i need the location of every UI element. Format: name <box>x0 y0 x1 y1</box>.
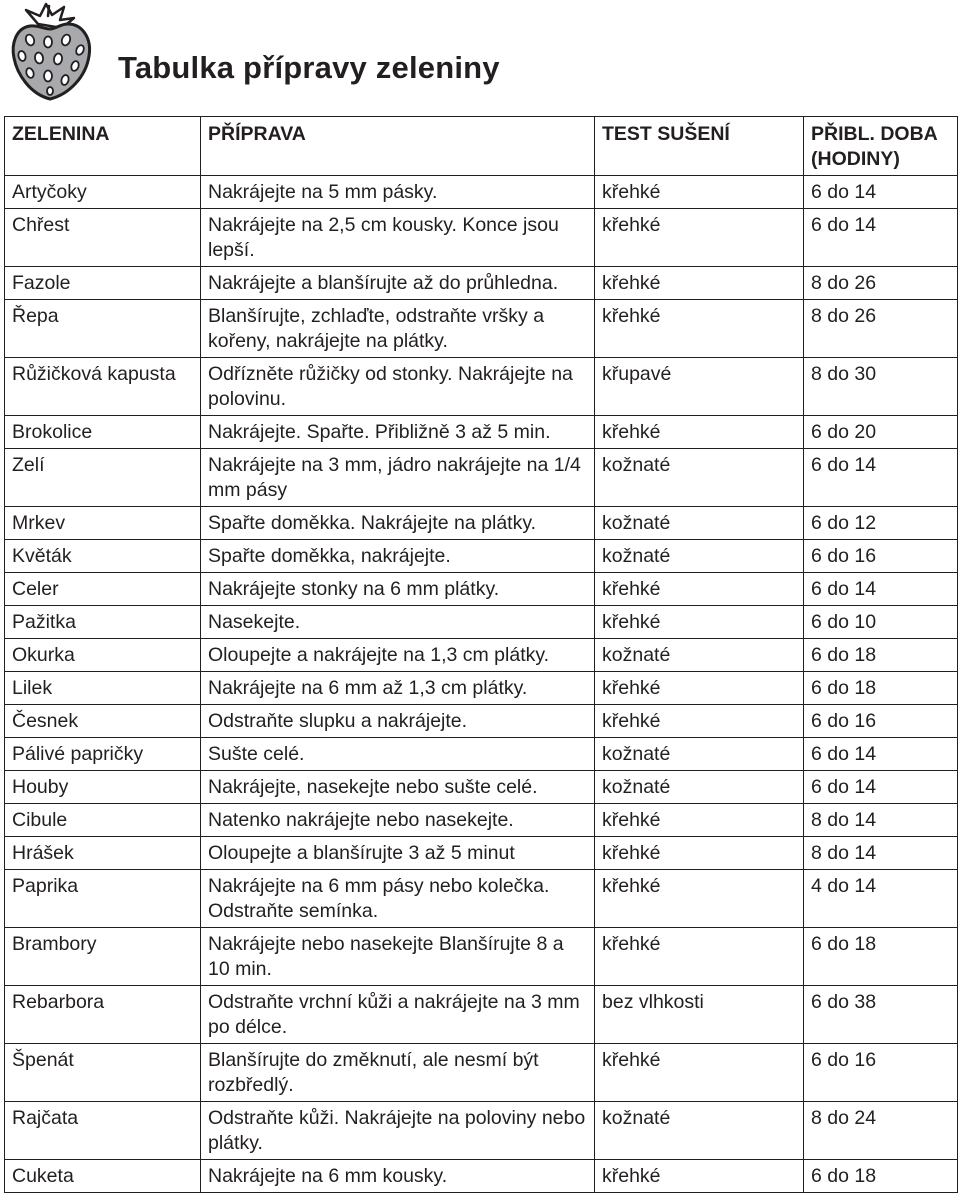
cell-approx-time: 6 do 14 <box>804 573 958 606</box>
cell-drying-test: křupavé <box>595 358 804 416</box>
cell-vegetable: Rebarbora <box>5 986 201 1044</box>
cell-approx-time: 6 do 16 <box>804 705 958 738</box>
cell-approx-time: 6 do 18 <box>804 928 958 986</box>
cell-approx-time: 6 do 14 <box>804 176 958 209</box>
cell-preparation: Sušte celé. <box>201 738 595 771</box>
table-row <box>5 416 958 449</box>
cell-vegetable: Cibule <box>5 804 201 837</box>
cell-approx-time: 6 do 14 <box>804 209 958 267</box>
cell-preparation: Nakrájejte na 2,5 cm kousky. Konce jsou lepší. <box>201 209 595 267</box>
table-row <box>5 507 958 540</box>
cell-approx-time: 6 do 18 <box>804 672 958 705</box>
cell-approx-time: 8 do 14 <box>804 804 958 837</box>
cell-preparation: Oloupejte a blanšírujte 3 až 5 minut <box>201 837 595 870</box>
cell-vegetable: Pálivé papričky <box>5 738 201 771</box>
cell-preparation: Nakrájejte, nasekejte nebo sušte celé. <box>201 771 595 804</box>
cell-approx-time: 6 do 14 <box>804 771 958 804</box>
cell-preparation: Spařte doměkka. Nakrájejte na plátky. <box>201 507 595 540</box>
table-row <box>5 928 958 986</box>
table-row <box>5 540 958 573</box>
cell-vegetable: Zelí <box>5 449 201 507</box>
cell-drying-test: kožnaté <box>595 507 804 540</box>
cell-preparation: Odstraňte vrchní kůži a nakrájejte na 3 mm po délce. <box>201 986 595 1044</box>
cell-approx-time: 8 do 26 <box>804 300 958 358</box>
table-row <box>5 209 958 267</box>
cell-vegetable: Růžičková kapusta <box>5 358 201 416</box>
cell-drying-test: křehké <box>595 804 804 837</box>
table-row <box>5 176 958 209</box>
table-row <box>5 870 958 928</box>
table-row <box>5 986 958 1044</box>
cell-vegetable: Lilek <box>5 672 201 705</box>
table-row <box>5 1102 958 1160</box>
cell-drying-test: křehké <box>595 672 804 705</box>
table-body <box>5 176 958 1193</box>
cell-drying-test: křehké <box>595 870 804 928</box>
cell-drying-test: křehké <box>595 209 804 267</box>
cell-preparation: Blanšírujte, zchlaďte, odstraňte vršky a kořeny, nakrájejte na plátky. <box>201 300 595 358</box>
cell-vegetable: Artyčoky <box>5 176 201 209</box>
cell-drying-test: křehké <box>595 1160 804 1193</box>
table-row <box>5 449 958 507</box>
cell-vegetable: Květák <box>5 540 201 573</box>
table-row <box>5 804 958 837</box>
table-row <box>5 672 958 705</box>
cell-vegetable: Rajčata <box>5 1102 201 1160</box>
cell-vegetable: Špenát <box>5 1044 201 1102</box>
cell-drying-test: kožnaté <box>595 639 804 672</box>
header-drying-test: TEST SUŠENÍ <box>595 117 804 176</box>
strawberry-icon <box>8 2 94 102</box>
cell-vegetable: Chřest <box>5 209 201 267</box>
cell-vegetable: Okurka <box>5 639 201 672</box>
cell-drying-test: křehké <box>595 176 804 209</box>
cell-preparation: Odřízněte růžičky od stonky. Nakrájejte na polovinu. <box>201 358 595 416</box>
table-row <box>5 639 958 672</box>
cell-vegetable: Paprika <box>5 870 201 928</box>
cell-preparation: Nakrájejte na 6 mm kousky. <box>201 1160 595 1193</box>
cell-drying-test: křehké <box>595 837 804 870</box>
cell-approx-time: 8 do 24 <box>804 1102 958 1160</box>
cell-preparation: Odstraňte slupku a nakrájejte. <box>201 705 595 738</box>
cell-preparation: Nakrájejte nebo nasekejte Blanšírujte 8 a 10 min. <box>201 928 595 986</box>
cell-preparation: Nakrájejte na 6 mm až 1,3 cm plátky. <box>201 672 595 705</box>
cell-approx-time: 6 do 18 <box>804 639 958 672</box>
cell-vegetable: Celer <box>5 573 201 606</box>
page-title: Tabulka přípravy zeleniny <box>118 50 500 85</box>
cell-drying-test: kožnaté <box>595 449 804 507</box>
cell-preparation: Nakrájejte stonky na 6 mm plátky. <box>201 573 595 606</box>
cell-approx-time: 6 do 12 <box>804 507 958 540</box>
cell-preparation: Blanšírujte do změknutí, ale nesmí být rozbředlý. <box>201 1044 595 1102</box>
cell-vegetable: Hrášek <box>5 837 201 870</box>
table-row <box>5 358 958 416</box>
cell-approx-time: 8 do 30 <box>804 358 958 416</box>
cell-vegetable: Řepa <box>5 300 201 358</box>
cell-approx-time: 6 do 38 <box>804 986 958 1044</box>
cell-preparation: Nakrájejte. Spařte. Přibližně 3 až 5 min. <box>201 416 595 449</box>
cell-drying-test: křehké <box>595 267 804 300</box>
cell-drying-test: křehké <box>595 928 804 986</box>
cell-drying-test: křehké <box>595 300 804 358</box>
cell-drying-test: křehké <box>595 416 804 449</box>
table-row <box>5 1044 958 1102</box>
cell-approx-time: 4 do 14 <box>804 870 958 928</box>
cell-drying-test: kožnaté <box>595 771 804 804</box>
cell-vegetable: Česnek <box>5 705 201 738</box>
cell-drying-test: křehké <box>595 606 804 639</box>
table-row <box>5 738 958 771</box>
cell-vegetable: Brokolice <box>5 416 201 449</box>
cell-vegetable: Cuketa <box>5 1160 201 1193</box>
cell-vegetable: Houby <box>5 771 201 804</box>
cell-preparation: Nasekejte. <box>201 606 595 639</box>
cell-vegetable: Pažitka <box>5 606 201 639</box>
table-row <box>5 267 958 300</box>
header-preparation: PŘÍPRAVA <box>201 117 595 176</box>
cell-approx-time: 6 do 16 <box>804 540 958 573</box>
cell-preparation: Nakrájejte a blanšírujte až do průhledna. <box>201 267 595 300</box>
cell-drying-test: kožnaté <box>595 540 804 573</box>
table-row <box>5 771 958 804</box>
cell-preparation: Natenko nakrájejte nebo nasekejte. <box>201 804 595 837</box>
table-row <box>5 837 958 870</box>
cell-approx-time: 6 do 16 <box>804 1044 958 1102</box>
table-header-row <box>5 117 958 176</box>
cell-preparation: Nakrájejte na 3 mm, jádro nakrájejte na 1/4 mm pásy <box>201 449 595 507</box>
cell-vegetable: Fazole <box>5 267 201 300</box>
table-row <box>5 300 958 358</box>
cell-preparation: Oloupejte a nakrájejte na 1,3 cm plátky. <box>201 639 595 672</box>
cell-preparation: Nakrájejte na 6 mm pásy nebo kolečka. Odstraňte semínka. <box>201 870 595 928</box>
table-row <box>5 606 958 639</box>
table-row <box>5 1160 958 1193</box>
cell-drying-test: křehké <box>595 705 804 738</box>
cell-approx-time: 8 do 26 <box>804 267 958 300</box>
vegetable-table <box>4 116 958 1193</box>
table-row <box>5 573 958 606</box>
cell-approx-time: 6 do 10 <box>804 606 958 639</box>
cell-drying-test: bez vlhkosti <box>595 986 804 1044</box>
cell-preparation: Spařte doměkka, nakrájejte. <box>201 540 595 573</box>
cell-drying-test: křehké <box>595 573 804 606</box>
cell-preparation: Odstraňte kůži. Nakrájejte na poloviny nebo plátky. <box>201 1102 595 1160</box>
cell-approx-time: 6 do 20 <box>804 416 958 449</box>
cell-drying-test: kožnaté <box>595 738 804 771</box>
header-approx-time: PŘIBL. DOBA (HODINY) <box>804 117 958 176</box>
cell-drying-test: kožnaté <box>595 1102 804 1160</box>
cell-approx-time: 8 do 14 <box>804 837 958 870</box>
cell-approx-time: 6 do 18 <box>804 1160 958 1193</box>
cell-approx-time: 6 do 14 <box>804 449 958 507</box>
cell-preparation: Nakrájejte na 5 mm pásky. <box>201 176 595 209</box>
cell-vegetable: Brambory <box>5 928 201 986</box>
table-row <box>5 705 958 738</box>
cell-drying-test: křehké <box>595 1044 804 1102</box>
cell-vegetable: Mrkev <box>5 507 201 540</box>
cell-approx-time: 6 do 14 <box>804 738 958 771</box>
header-vegetable: ZELENINA <box>5 117 201 176</box>
